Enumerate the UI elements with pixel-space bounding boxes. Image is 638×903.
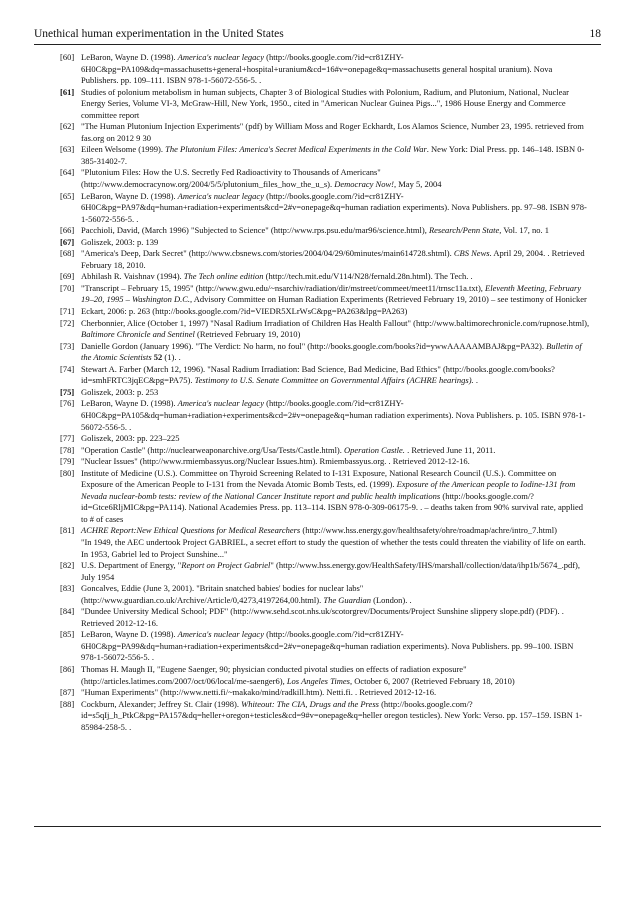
reference-text <box>81 664 515 686</box>
reference-italic-text: Report on Project Gabriel <box>181 560 271 571</box>
reference-text-segment: (http://books.google.com/?id=cr81ZHY-6H0C&pg=PA97&dq=human+radiation+experiments&cd=2#v=onepage&q=human radiation experiments). Nova Publishers. pp. 97–98. ISBN 978-1-56072-556-5. . <box>81 190 587 224</box>
reference-item <box>60 468 590 526</box>
reference-text-segment: LeBaron, Wayne D. (1998). <box>81 629 178 640</box>
reference-item <box>60 560 590 583</box>
reference-italic-text: Democracy Now! <box>334 179 394 190</box>
reference-item <box>60 583 590 606</box>
reference-number: [67] <box>60 236 75 247</box>
reference-text <box>81 583 412 605</box>
reference-number: [79] <box>60 456 75 467</box>
reference-text <box>81 237 158 247</box>
reference-text-segment: . <box>473 375 478 386</box>
reference-item <box>60 248 590 271</box>
reference-item <box>60 687 590 699</box>
reference-text-segment: Goncalves, Eddie (June 3, 2001). "Britain snatched babies' bodies for nuclear labs" (http://www.guardian.co.uk/Archive/Article/0,4273,4197264,00.html). <box>81 583 364 605</box>
reference-item <box>60 191 590 226</box>
reference-number: [60] <box>60 52 75 62</box>
reference-text-segment: "In 1949, the AEC undertook Project GABRIEL, a secret effort to study the question of whether the tests could threaten the viability of life on earth. In 1953, Gabriel led to Project Sunshine..." <box>81 536 586 559</box>
reference-text-segment: , Vol. 17, no. 1 <box>499 225 549 236</box>
reference-text-segment: Cherbonnier, Alice (October 1, 1997) "Nasal Radium Irradiation of Children Has Health Fallout" (http://www.baltimorechronicle.com/rupnose.html), <box>81 317 590 328</box>
reference-text-segment: "Nuclear Issues" (http://www.rmiembassyus.org/Nuclear Issues.htm). Rmiembassyus.org. . Retrieved 2012-12-16. <box>81 456 470 467</box>
reference-text-segment: (http://books.google.com/?id=cr81ZHY-6H0C&pg=PA99&dq=human+radiation+experiments&cd=2#v=onepage&q=human radiation experiments). Nova Publishers. pp. 99–100. ISBN 978-1-56072-556-5. . <box>81 629 574 663</box>
reference-item <box>60 306 590 318</box>
reference-item <box>60 271 590 283</box>
reference-text <box>81 87 569 120</box>
reference-item <box>60 237 590 249</box>
reference-number: [82] <box>60 560 75 571</box>
reference-item <box>60 121 590 144</box>
reference-number: [85] <box>60 629 75 640</box>
reference-text-segment: "America's Deep, Dark Secret" (http://www.cbsnews.com/stories/2004/04/29/60minutes/main614728.shtml). <box>81 248 454 259</box>
reference-text-segment: . Retrieved June 11, 2011. <box>404 444 496 455</box>
reference-text <box>81 271 473 281</box>
reference-italic-text: The Plutonium Files: America's Secret Medical Experiments in the Cold War <box>165 144 427 155</box>
reference-item <box>60 664 590 687</box>
reference-item <box>60 398 590 433</box>
reference-number: [81] <box>60 525 75 536</box>
reference-text-segment: Institute of Medicine (U.S.). Committee on Thyroid Screening Related to I-131 Exposure, National Research Council (U.S.). Committee on Exposure of the American People to I-131 from the Nevada Atomic Bomb Tests, ed. (1999). <box>81 467 557 490</box>
reference-text-segment: 52 <box>153 352 163 363</box>
reference-item <box>60 225 590 237</box>
reference-italic-text: The Guardian <box>323 594 371 605</box>
reference-number: [78] <box>60 444 75 455</box>
reference-text <box>81 341 582 363</box>
reference-text-segment: , October 6, 2007 (Retrieved February 18, 2010) <box>349 675 515 686</box>
reference-text <box>81 167 441 189</box>
reference-text-segment: "Dundee University Medical School; PDF" (http://www.sehd.scot.nhs.uk/scotorgrev/Documents/Project Sunshine slippery slope.pdf) (PDF). . Retrieved 2012-12-16. <box>81 606 564 628</box>
reference-text-segment: Abhilash R. Vaishnav (1994). <box>81 271 184 282</box>
reference-text <box>81 687 436 697</box>
reference-italic-text: America's nuclear legacy <box>177 52 264 62</box>
reference-text-segment: Danielle Gordon (January 1996). "The Verdict: No harm, no foul" (http://books.google.com/books?id=ywwAAAAAMBAJ&pg=PA32). <box>81 340 547 351</box>
reference-text-segment: LeBaron, Wayne D. (1998). <box>81 398 178 409</box>
reference-number: [77] <box>60 433 75 444</box>
reference-item <box>60 629 590 664</box>
reference-text-segment: Eckart, 2006: p. 263 (http://books.google.com/?id=VIEDR5XLrWsC&pg=PA263&lpg=PA263) <box>81 306 408 317</box>
reference-text-segment: "Operation Castle" (http://nuclearweaponarchive.org/Usa/Tests/Castle.html). <box>81 444 345 455</box>
reference-number: [75] <box>60 386 75 397</box>
reference-text-segment: (Retrieved February 19, 2010) <box>194 329 301 340</box>
footer-rule <box>34 826 601 827</box>
reference-text-segment: (http://books.google.com/?id=Gtce6RljMIC&pg=PA114). National Academies Press. pp. 113–114. ISBN 978-0-309-06175-9. . – deaths taken from 90% survival rate, applied to # of cases <box>81 490 583 524</box>
reference-item <box>60 52 590 87</box>
reference-text-segment: Stewart A. Farber (March 12, 1996). "Nasal Radium Irradiation: Bad Science, Bad Medicine, Bad Ethics" (http://books.google.com/books?id=smhFRTC3jqEC&pg=PA75). <box>81 363 555 386</box>
reference-text <box>81 318 589 340</box>
reference-number: [70] <box>60 282 75 293</box>
reference-number: [66] <box>60 225 75 236</box>
reference-text-segment: , May 5, 2004 <box>393 179 442 190</box>
reference-item <box>60 606 590 629</box>
reference-text-segment: Pacchioli, David, (March 1996) "Subjected to Science" (http://www.rps.psu.edu/mar96/science.html), <box>81 225 429 236</box>
reference-text-segment: (http://books.google.com/?id=cr81ZHY-6H0C&pg=PA109&dq=massachusetts+general+hospital+uranium&cd=16#v=onepage&q=massachusetts general hospital uranium). Nova Publishers. pp. 109–111. ISBN 978-1-56072-556-5. . <box>81 52 553 86</box>
reference-italic-text: CBS News <box>453 248 490 259</box>
reference-text <box>81 387 158 397</box>
reference-number: [71] <box>60 306 75 317</box>
reference-text-segment: Eileen Welsome (1999). <box>81 144 166 155</box>
reference-text <box>81 52 552 85</box>
reference-text <box>81 433 179 443</box>
reference-number: [64] <box>60 167 75 178</box>
reference-item <box>60 387 590 399</box>
reference-number: [65] <box>60 190 75 201</box>
reference-italic-text: Research/Penn State <box>428 225 500 236</box>
reference-text-segment: Goliszek, 2003: p. 253 <box>81 386 159 397</box>
reference-text <box>81 525 586 558</box>
reference-text-segment: LeBaron, Wayne D. (1998). <box>81 52 178 62</box>
reference-italic-text: America's nuclear legacy <box>177 190 264 201</box>
reference-italic-text: Exposure of the American people to Iodine-131 from Nevada nuclear-bomb tests: review of the National Cancer Institute report and public health implications <box>81 479 576 501</box>
reference-number: [87] <box>60 687 75 698</box>
reference-text <box>81 144 584 166</box>
reference-italic-text: America's nuclear legacy <box>177 629 264 640</box>
reference-text <box>81 699 582 732</box>
reference-list <box>60 52 590 733</box>
reference-italic-text: Testimony to U.S. Senate Committee on Governmental Affairs (ACHRE hearings). <box>194 375 474 386</box>
reference-number: [83] <box>60 583 75 594</box>
reference-item <box>60 318 590 341</box>
reference-italic-text: The Tech online edition <box>183 271 264 282</box>
reference-text-segment: Goliszek, 2003: p. 139 <box>81 236 159 247</box>
reference-number: [63] <box>60 144 75 155</box>
reference-italic-text: Los Angeles Times <box>286 675 350 686</box>
reference-number: [80] <box>60 467 75 478</box>
reference-number: [62] <box>60 121 75 132</box>
reference-text-segment: , Advisory Committee on Human Radiation Experiments (Retrieved February 19, 2010) – see testimony of Honicker <box>190 294 587 305</box>
reference-text <box>81 248 585 270</box>
reference-italic-text: Bulletin of the Atomic Scientists <box>81 340 582 363</box>
reference-text-segment: (1). . <box>162 352 181 363</box>
reference-italic-text: Operation Castle. <box>344 444 405 455</box>
reference-text-segment: Cockburn, Alexander; Jeffrey St. Clair (1998). <box>81 698 242 709</box>
reference-item <box>60 445 590 457</box>
reference-item <box>60 364 590 387</box>
reference-text-segment: . New York: Dial Press. pp. 146–148. ISBN 0-385-31402-7. <box>81 144 585 166</box>
reference-number: [69] <box>60 271 75 282</box>
reference-text-segment: Thomas H. Maugh II, "Eugene Saenger, 90; physician conducted pivotal studies on effects of radiation exposure" (http://articles.latimes.com/2007/oct/06/local/me-saenger6), <box>81 663 467 686</box>
reference-item <box>60 144 590 167</box>
reference-item <box>60 167 590 190</box>
reference-text-segment: Goliszek, 2003: pp. 223–225 <box>81 433 180 444</box>
reference-text-segment: (http://tech.mit.edu/V114/N28/fernald.28n.html). The Tech. . <box>263 271 473 282</box>
reference-text <box>81 445 495 455</box>
reference-text-segment: Studies of polonium metabolism in human subjects, Chapter 3 of Biological Studies with Polonium, Radium, and Plutonium, National, Nuclear Energy Series, Volume VI-3, McGraw-Hill, New York, 1950., cited in "American Nuclear Guinea Pigs...", 1986 House Energy and Commerce committee report <box>81 86 569 120</box>
reference-italic-text: America's nuclear legacy <box>177 398 264 409</box>
reference-text <box>81 364 555 386</box>
reference-number: [68] <box>60 248 75 259</box>
header-rule <box>34 44 601 45</box>
reference-item <box>60 341 590 364</box>
reference-text <box>81 606 564 628</box>
reference-italic-text: Baltimore Chronicle and Sentinel <box>81 329 195 340</box>
reference-item <box>60 525 590 560</box>
reference-text <box>81 306 407 316</box>
reference-text-segment: U.S. Department of Energy, " <box>81 560 182 571</box>
reference-item <box>60 87 590 122</box>
reference-text-segment: . April 29, 2004. . Retrieved February 18, 2010. <box>81 248 585 270</box>
reference-text <box>81 456 470 466</box>
reference-italic-text: Eleventh Meeting, February 19–20, 1995 – Washington D.C. <box>81 282 582 305</box>
reference-number: [88] <box>60 698 75 709</box>
page-number: 18 <box>589 28 601 40</box>
reference-text-segment: "Plutonium Files: How the U.S. Secretly Fed Radioactivity to Thousands of Americans" (http://www.democracynow.org/2004/5/5/plutonium_files_how_the_u_s). <box>81 167 381 190</box>
reference-text <box>81 121 584 143</box>
reference-text-segment: (London). . <box>371 594 412 605</box>
reference-text <box>81 629 573 662</box>
reference-text <box>81 560 580 582</box>
reference-text-segment: (http://books.google.com/?id=cr81ZHY-6H0C&pg=PA105&dq=human+radiation+experiments&cd=2#v=onepage&q=human radiation experiments). Nova Publishers. p. 105. ISBN 978-1-56072-556-5. . <box>81 398 586 432</box>
reference-item <box>60 456 590 468</box>
reference-number: [76] <box>60 398 75 409</box>
reference-item <box>60 283 590 306</box>
reference-text <box>81 283 587 305</box>
running-title: Unethical human experimentation in the United States <box>34 28 284 40</box>
reference-number: [72] <box>60 317 75 328</box>
reference-text <box>81 468 583 524</box>
reference-number: [84] <box>60 606 75 617</box>
reference-text-segment: " (http://www.hss.energy.gov/HealthSafety/IHS/marshall/collection/data/ihp1b/5674_.pdf), July 1954 <box>81 560 580 582</box>
reference-italic-text: ACHRE Report:New Ethical Questions for Medical Researchers <box>81 525 301 536</box>
reference-text-segment: (http://books.google.com/?id=s5qIj_h_PtkC&pg=PA157&dq=heller+oregon+testicles&cd=9#v=onepage&q=heller oregon testicles). New York: Verso. pp. 157–159. ISBN 1-85984-258-5. . <box>81 698 583 732</box>
reference-text-segment: "The Human Plutonium Injection Experiments" (pdf) by William Moss and Roger Eckhardt, Los Alamos Science, Number 23, 1995. retrieved from fas.org on 2012 9 30 <box>81 121 584 143</box>
reference-number: [73] <box>60 340 75 351</box>
reference-text-segment: LeBaron, Wayne D. (1998). <box>81 190 178 201</box>
reference-text-segment: "Transcript – February 15, 1995" (http://www.gwu.edu/~nsarchiv/radiation/dir/mstreet/commeet/meet11/trnsc11a.txt), <box>81 282 486 293</box>
reference-italic-text: Whiteout: The CIA, Drugs and the Press <box>241 698 379 709</box>
reference-number: [86] <box>60 663 75 674</box>
reference-number: [61] <box>60 86 75 97</box>
reference-text <box>81 191 587 224</box>
reference-item <box>60 699 590 734</box>
reference-text-segment: "Human Experiments" (http://www.netti.fi/~makako/mind/radkill.htm). Netti.fi. . Retrieved 2012-12-16. <box>81 687 437 698</box>
reference-text <box>81 398 585 431</box>
reference-number: [74] <box>60 363 75 374</box>
reference-item <box>60 433 590 445</box>
reference-text <box>81 225 549 235</box>
reference-text-segment: (http://www.hss.energy.gov/healthsafety/ohre/roadmap/achre/intro_7.html) <box>300 525 557 536</box>
